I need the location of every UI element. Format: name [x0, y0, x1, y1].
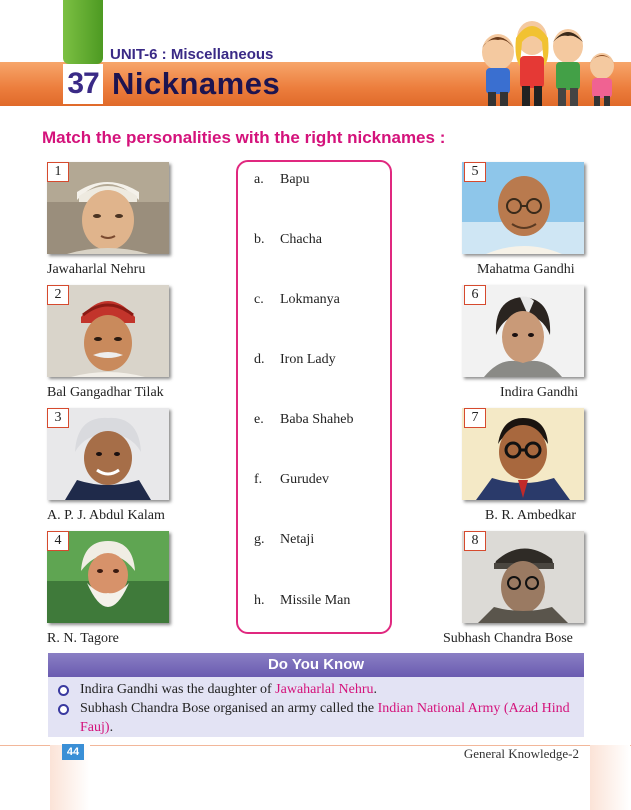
- name-tagore: R. N. Tagore: [47, 631, 119, 646]
- chapter-tab: [63, 0, 103, 64]
- name-bose: Subhash Chandra Bose: [443, 631, 573, 646]
- fact-2: [80, 699, 570, 737]
- nickname-letter: f.: [254, 472, 263, 487]
- number-tag-4: 4: [47, 531, 69, 551]
- chapter-number: 37: [67, 67, 99, 100]
- bullet-icon: [58, 685, 69, 696]
- name-gandhi: Mahatma Gandhi: [477, 262, 575, 277]
- fact-1: [80, 680, 570, 699]
- nickname-text: Lokmanya: [280, 292, 340, 307]
- nickname-h: [254, 593, 350, 609]
- nickname-letter: d.: [254, 352, 265, 367]
- nickname-letter: h.: [254, 593, 265, 608]
- name-tilak: Bal Gangadhar Tilak: [47, 385, 164, 400]
- book-title: General Knowledge-2: [463, 746, 579, 761]
- nickname-text: Missile Man: [280, 593, 351, 608]
- number-tag-8: 8: [464, 531, 486, 551]
- nickname-text: Baba Shaheb: [280, 412, 354, 427]
- nickname-g: [254, 532, 314, 548]
- nickname-b: [254, 232, 322, 248]
- nickname-letter: b.: [254, 232, 265, 247]
- nickname-text: Iron Lady: [280, 352, 336, 367]
- instruction-text: Match the personalities with the right nicknames :: [42, 128, 446, 147]
- nickname-letter: e.: [254, 412, 264, 427]
- page-number: 44: [62, 744, 84, 760]
- nickname-letter: a.: [254, 172, 264, 187]
- fact-text: .: [373, 682, 378, 697]
- number-tag-6: 6: [464, 285, 486, 305]
- fact-text: Indira Gandhi was the daughter of: [80, 682, 276, 697]
- number-tag-7: 7: [464, 408, 486, 428]
- nickname-text: Gurudev: [280, 472, 329, 487]
- name-indira: Indira Gandhi: [500, 385, 579, 400]
- fact-highlight: Indian National Army (Azad Hind Fauj): [80, 701, 570, 735]
- page-title: Nicknames: [112, 66, 281, 101]
- number-tag-5: 5: [464, 162, 486, 182]
- name-nehru: Jawaharlal Nehru: [47, 262, 146, 277]
- name-ambedkar: B. R. Ambedkar: [485, 508, 576, 523]
- unit-label: UNIT-6 : Miscellaneous: [110, 46, 274, 63]
- name-kalam: A. P. J. Abdul Kalam: [47, 508, 165, 523]
- number-tag-1: 1: [47, 162, 69, 182]
- nickname-e: [254, 412, 353, 428]
- fact-highlight: Jawaharlal Nehru: [275, 682, 374, 697]
- number-tag-2: 2: [47, 285, 69, 305]
- fact-text: .: [109, 720, 114, 735]
- nickname-c: [254, 292, 340, 308]
- number-tag-3: 3: [47, 408, 69, 428]
- nickname-text: Bapu: [280, 172, 310, 187]
- nickname-d: [254, 352, 336, 368]
- footer-decor-right: [590, 745, 630, 810]
- fact-text: Subhash Chandra Bose organised an army called the: [80, 701, 378, 716]
- nickname-f: [254, 472, 329, 488]
- nickname-a: [254, 172, 310, 188]
- nickname-letter: c.: [254, 292, 264, 307]
- bullet-icon: [58, 704, 69, 715]
- nickname-letter: g.: [254, 532, 265, 547]
- nickname-text: Chacha: [280, 232, 322, 247]
- cartoon-kids-illustration: [470, 8, 620, 108]
- chapter-number-box: [63, 64, 103, 104]
- nickname-text: Netaji: [280, 532, 315, 547]
- do-you-know-heading: Do You Know: [48, 653, 584, 677]
